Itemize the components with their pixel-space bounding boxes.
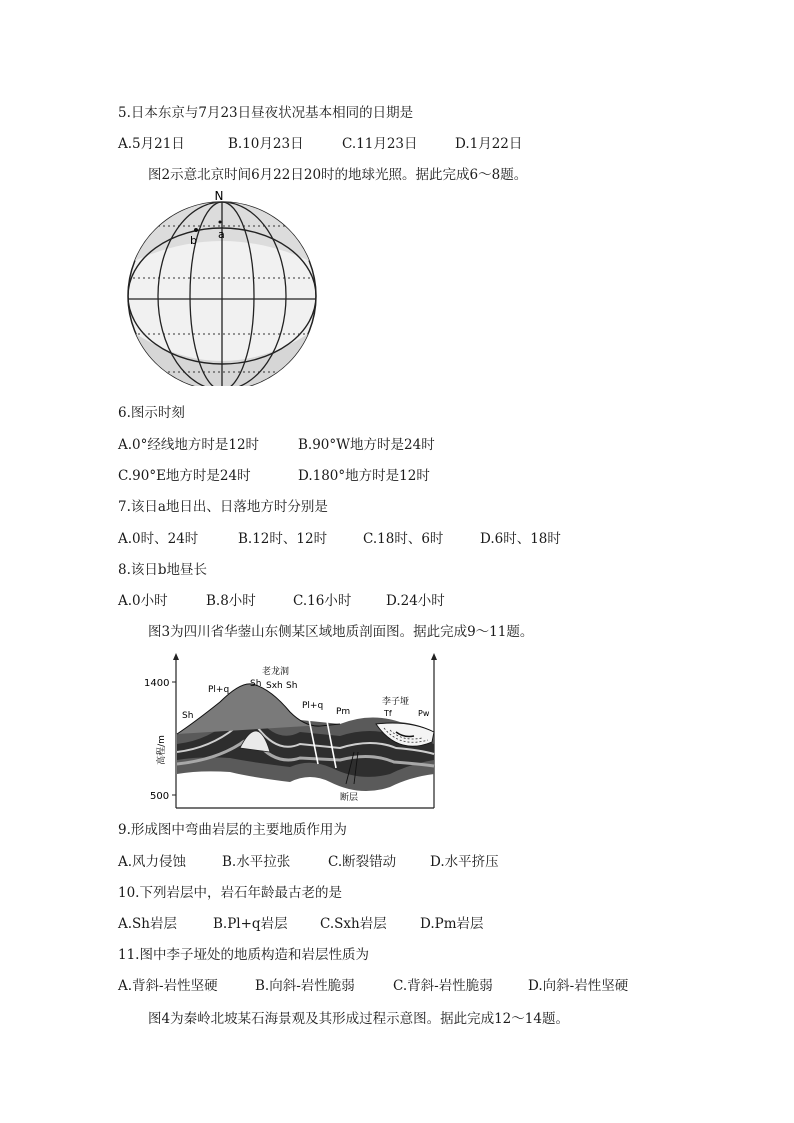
q8-stem: 8.该日b地昼长 — [118, 562, 208, 578]
q10-option-d: D.Pm岩层 — [420, 916, 484, 932]
label-fault: 断层 — [340, 793, 359, 803]
label-liziya: 李子垭 — [382, 697, 410, 707]
q9-option-a: A.风力侵蚀 — [118, 854, 187, 870]
figure-3-geologic-profile — [140, 652, 440, 810]
q10-option-a: A.Sh岩层 — [118, 916, 177, 932]
north-label: N — [214, 189, 224, 203]
y-axis-label: 高程/m — [157, 735, 167, 765]
q5-option-b: B.10月23日 — [228, 136, 304, 152]
q5-stem: 5.日本东京与7月23日昼夜状况基本相同的日期是 — [118, 105, 414, 121]
q7-stem: 7.该日a地日出、日落地方时分别是 — [118, 499, 328, 515]
q9-option-c: C.断裂错动 — [328, 854, 397, 870]
q11-option-c: C.背斜-岩性脆弱 — [393, 978, 493, 994]
label-sh-right: Sh — [286, 681, 298, 691]
tick-label-500: 500 — [150, 791, 170, 802]
q7-option-b: B.12时、12时 — [238, 531, 328, 547]
q10-option-c: C.Sxh岩层 — [320, 916, 387, 932]
fig4-intro: 图4为秦岭北坡某石海景观及其形成过程示意图。据此完成12～14题。 — [148, 1011, 569, 1027]
label-tf: Tf — [384, 709, 392, 718]
label-b: b — [190, 234, 197, 247]
figure-2-globe — [120, 186, 320, 386]
q11-option-d: D.向斜-岩性坚硬 — [528, 978, 629, 994]
label-plq-left: Pl+q — [208, 685, 230, 695]
q11-option-a: A.背斜-岩性坚硬 — [118, 978, 218, 994]
q9-stem: 9.形成图中弯曲岩层的主要地质作用为 — [118, 822, 347, 838]
q8-option-b: B.8小时 — [206, 593, 256, 609]
q8-option-a: A.0小时 — [118, 593, 168, 609]
q7-option-a: A.0时、24时 — [118, 531, 199, 547]
q6-option-b: B.90°W地方时是24时 — [298, 437, 435, 453]
q7-option-c: C.18时、6时 — [363, 531, 444, 547]
label-sh-top: Sh — [250, 679, 262, 689]
fig2-intro: 图2示意北京时间6月22日20时的地球光照。据此完成6～8题。 — [148, 167, 528, 183]
q10-option-b: B.Pl+q岩层 — [213, 916, 288, 932]
tick-label-1400: 1400 — [144, 678, 170, 689]
q9-option-d: D.水平挤压 — [430, 854, 499, 870]
label-sxh: Sxh — [266, 681, 283, 691]
q6-stem: 6.图示时刻 — [118, 405, 185, 421]
q5-option-c: C.11月23日 — [342, 136, 418, 152]
q11-stem: 11.图中李子垭处的地质构造和岩层性质为 — [118, 947, 369, 963]
q10-stem: 10.下列岩层中，岩石年龄最古老的是 — [118, 885, 342, 901]
label-a: a — [218, 228, 225, 241]
q9-option-b: B.水平拉张 — [222, 854, 291, 870]
q6-option-a: A.0°经线地方时是12时 — [118, 437, 260, 453]
point-a-marker — [219, 221, 222, 224]
label-pm: Pm — [336, 707, 351, 717]
point-b-marker — [194, 228, 198, 232]
q11-option-b: B.向斜-岩性脆弱 — [255, 978, 355, 994]
q7-option-d: D.6时、18时 — [480, 531, 561, 547]
q6-option-c: C.90°E地方时是24时 — [118, 468, 251, 484]
q5-option-d: D.1月22日 — [455, 136, 523, 152]
q5-option-a: A.5月21日 — [118, 136, 185, 152]
y-axis-left-arrow — [173, 653, 179, 660]
fig3-intro: 图3为四川省华蓥山东侧某区域地质剖面图。据此完成9～11题。 — [148, 624, 534, 640]
label-sh-left: Sh — [182, 711, 194, 721]
label-laolongdong: 老龙洞 — [262, 667, 290, 677]
q8-option-d: D.24小时 — [386, 593, 445, 609]
label-pw: Pw — [418, 709, 430, 718]
q8-option-c: C.16小时 — [293, 593, 352, 609]
y-axis-right-arrow — [431, 653, 437, 660]
q6-option-d: D.180°地方时是12时 — [298, 468, 430, 484]
label-plq-right: Pl+q — [302, 701, 324, 711]
